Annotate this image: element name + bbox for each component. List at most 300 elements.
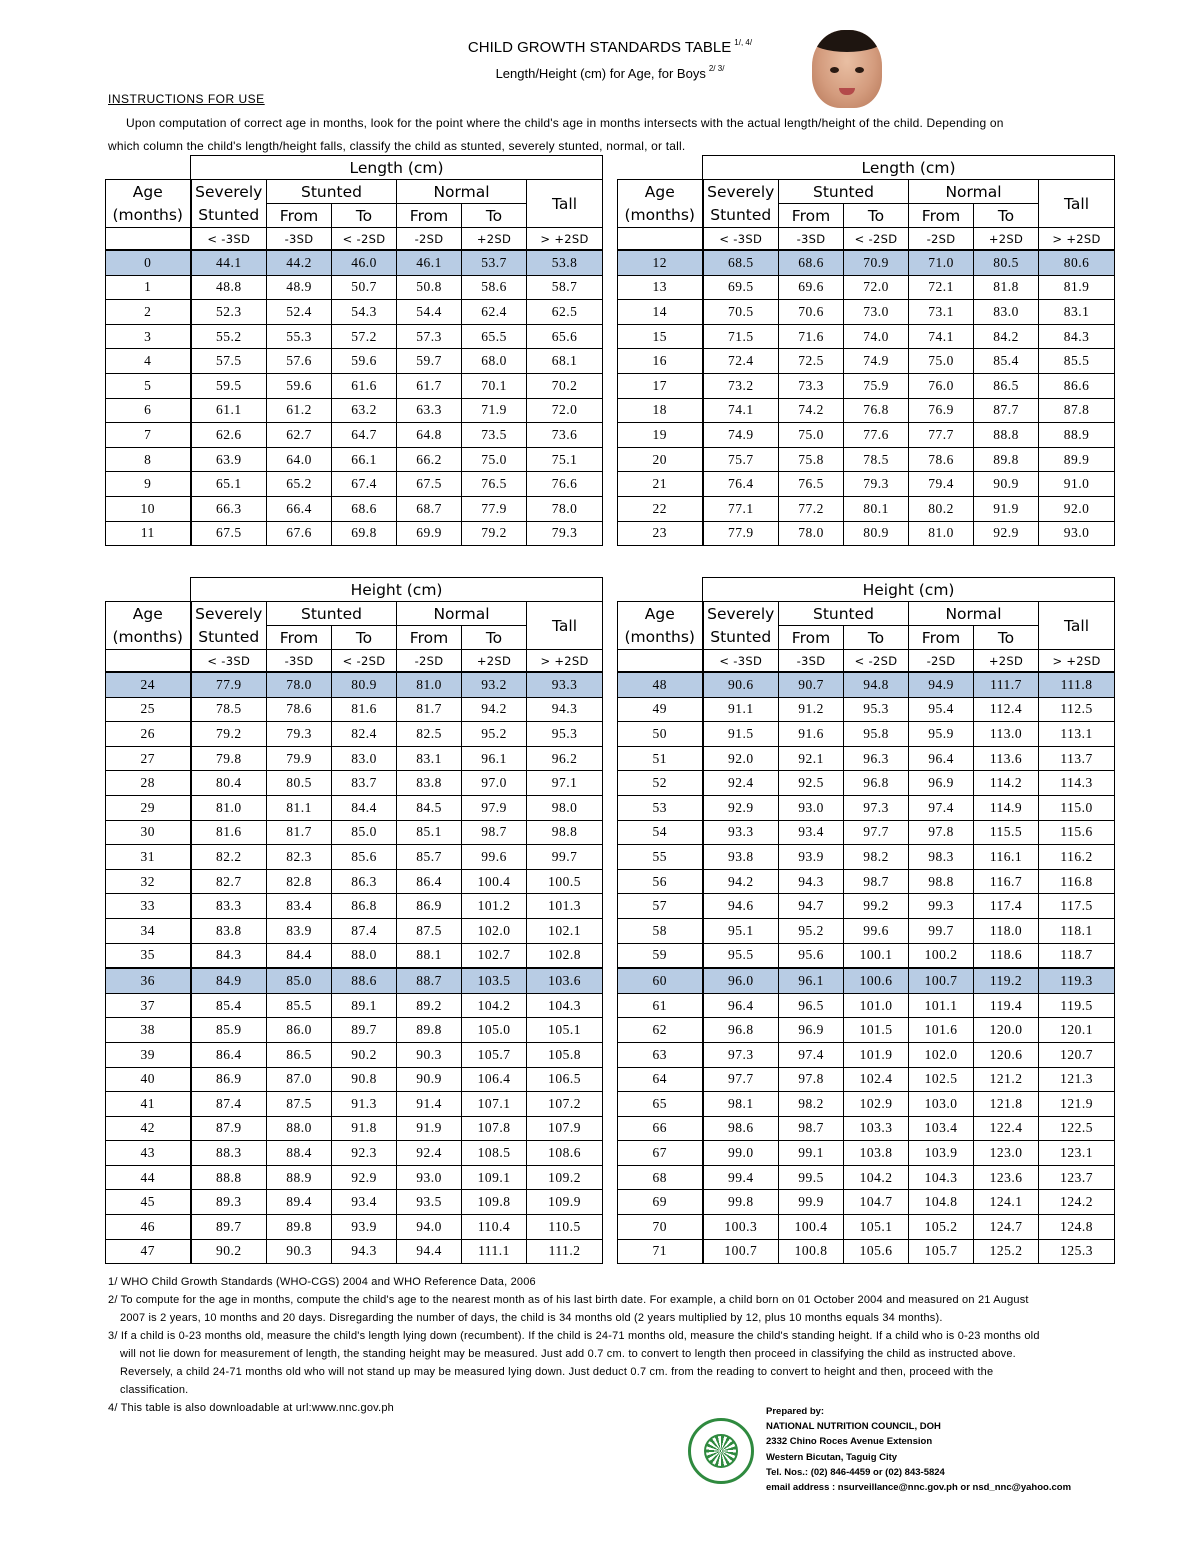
value-cell: 79.2: [191, 722, 267, 747]
value-cell: 89.2: [397, 993, 462, 1018]
value-cell: 99.7: [909, 918, 974, 943]
value-cell: 104.2: [844, 1165, 909, 1190]
value-cell: 111.7: [974, 672, 1039, 697]
value-cell: 85.4: [191, 993, 267, 1018]
value-cell: 116.1: [974, 845, 1039, 870]
to-header: To: [332, 626, 397, 650]
age-cell: 71: [618, 1239, 703, 1264]
from-header: From: [397, 626, 462, 650]
age-cell: 22: [618, 496, 703, 521]
value-cell: 88.6: [332, 968, 397, 993]
value-cell: 58.7: [527, 275, 603, 300]
value-cell: 65.2: [267, 472, 332, 497]
age-cell: 60: [618, 968, 703, 993]
table-row: [106, 373, 603, 398]
value-cell: 97.4: [779, 1042, 844, 1067]
value-cell: 53.7: [462, 250, 527, 275]
value-cell: 104.8: [909, 1190, 974, 1215]
sd-header: +2SD: [974, 650, 1039, 673]
value-cell: 95.3: [527, 722, 603, 747]
value-cell: 119.3: [1039, 968, 1115, 993]
growth-table: [617, 577, 1115, 1264]
prepared-tel: Tel. Nos.: (02) 846-4459 or (02) 843-5824: [766, 1466, 945, 1478]
age-cell: 59: [618, 943, 703, 968]
months-header: (months): [106, 204, 191, 228]
value-cell: 79.8: [191, 746, 267, 771]
table-row: [618, 1165, 1115, 1190]
sd-header: -2SD: [909, 650, 974, 673]
value-cell: 83.3: [191, 894, 267, 919]
table-row: [618, 1042, 1115, 1067]
value-cell: 77.1: [703, 496, 779, 521]
value-cell: 53.8: [527, 250, 603, 275]
value-cell: 57.5: [191, 349, 267, 374]
table-row: [618, 672, 1115, 697]
value-cell: 80.5: [974, 250, 1039, 275]
age-cell: 11: [106, 521, 191, 546]
value-cell: 112.5: [1039, 697, 1115, 722]
age-cell: 42: [106, 1116, 191, 1141]
sd-header: -3SD: [267, 650, 332, 673]
value-cell: 95.2: [462, 722, 527, 747]
value-cell: 101.5: [844, 1018, 909, 1043]
value-cell: 62.4: [462, 300, 527, 325]
value-cell: 85.5: [267, 993, 332, 1018]
table-row: [618, 894, 1115, 919]
value-cell: 95.2: [779, 918, 844, 943]
age-cell: 26: [106, 722, 191, 747]
age-cell: 0: [106, 250, 191, 275]
value-cell: 63.2: [332, 398, 397, 423]
value-cell: 110.5: [527, 1215, 603, 1240]
age-cell: 12: [618, 250, 703, 275]
blank-cell: [618, 228, 703, 251]
age-cell: 13: [618, 275, 703, 300]
age-cell: 34: [106, 918, 191, 943]
value-cell: 102.0: [462, 918, 527, 943]
value-cell: 92.0: [703, 746, 779, 771]
value-cell: 76.4: [703, 472, 779, 497]
normal-header: Normal: [397, 602, 527, 626]
value-cell: 70.6: [779, 300, 844, 325]
value-cell: 85.0: [267, 968, 332, 993]
value-cell: 61.6: [332, 373, 397, 398]
value-cell: 81.0: [397, 672, 462, 697]
value-cell: 118.0: [974, 918, 1039, 943]
severely-stunted-header: Stunted: [703, 626, 779, 650]
table-row: [618, 398, 1115, 423]
value-cell: 86.9: [397, 894, 462, 919]
prepared-address2: Western Bicutan, Taguig City: [766, 1451, 898, 1463]
value-cell: 78.6: [909, 447, 974, 472]
sd-header: < -2SD: [332, 228, 397, 251]
value-cell: 124.2: [1039, 1190, 1115, 1215]
baby-photo: [812, 30, 882, 108]
value-cell: 100.4: [462, 869, 527, 894]
age-cell: 62: [618, 1018, 703, 1043]
value-cell: 124.7: [974, 1215, 1039, 1240]
age-cell: 38: [106, 1018, 191, 1043]
value-cell: 97.7: [703, 1067, 779, 1092]
value-cell: 99.5: [779, 1165, 844, 1190]
value-cell: 86.5: [974, 373, 1039, 398]
value-cell: 107.8: [462, 1116, 527, 1141]
value-cell: 54.3: [332, 300, 397, 325]
value-cell: 102.5: [909, 1067, 974, 1092]
value-cell: 77.6: [844, 423, 909, 448]
value-cell: 84.3: [191, 943, 267, 968]
value-cell: 87.5: [267, 1092, 332, 1117]
growth-table: [105, 577, 603, 1264]
value-cell: 93.8: [703, 845, 779, 870]
value-cell: 71.9: [462, 398, 527, 423]
table-row: [618, 722, 1115, 747]
table-row: [106, 771, 603, 796]
value-cell: 105.0: [462, 1018, 527, 1043]
value-cell: 99.8: [703, 1190, 779, 1215]
age-cell: 40: [106, 1067, 191, 1092]
value-cell: 91.5: [703, 722, 779, 747]
sd-header: -3SD: [779, 650, 844, 673]
value-cell: 105.7: [462, 1042, 527, 1067]
table-row: [618, 993, 1115, 1018]
age-cell: 17: [618, 373, 703, 398]
value-cell: 113.7: [1039, 746, 1115, 771]
table-row: [106, 423, 603, 448]
value-cell: 123.0: [974, 1141, 1039, 1166]
age-cell: 24: [106, 672, 191, 697]
value-cell: 94.8: [844, 672, 909, 697]
value-cell: 79.4: [909, 472, 974, 497]
value-cell: 91.9: [974, 496, 1039, 521]
value-cell: 87.0: [267, 1067, 332, 1092]
blank-cell: [106, 228, 191, 251]
stunted-header: Stunted: [779, 602, 909, 626]
age-cell: 30: [106, 820, 191, 845]
value-cell: 100.6: [844, 968, 909, 993]
stunted-header: Stunted: [779, 180, 909, 204]
normal-header: Normal: [397, 180, 527, 204]
value-cell: 95.3: [844, 697, 909, 722]
months-header: (months): [618, 626, 703, 650]
value-cell: 85.5: [1039, 349, 1115, 374]
value-cell: 63.9: [191, 447, 267, 472]
value-cell: 64.0: [267, 447, 332, 472]
age-cell: 65: [618, 1092, 703, 1117]
prepared-email: email address : nsurveillance@nnc.gov.ph or nsd_nnc@yahoo.com: [766, 1482, 1072, 1494]
age-cell: 5: [106, 373, 191, 398]
age-cell: 45: [106, 1190, 191, 1215]
value-cell: 93.3: [527, 672, 603, 697]
value-cell: 96.1: [779, 968, 844, 993]
value-cell: 120.1: [1039, 1018, 1115, 1043]
value-cell: 83.8: [397, 771, 462, 796]
value-cell: 98.1: [703, 1092, 779, 1117]
table-row: [618, 918, 1115, 943]
sd-header: > +2SD: [527, 650, 603, 673]
value-cell: 116.7: [974, 869, 1039, 894]
sd-header: < -2SD: [332, 650, 397, 673]
value-cell: 111.1: [462, 1239, 527, 1264]
value-cell: 82.2: [191, 845, 267, 870]
table-row: [618, 869, 1115, 894]
value-cell: 59.6: [332, 349, 397, 374]
sd-header: -2SD: [397, 228, 462, 251]
value-cell: 78.6: [267, 697, 332, 722]
value-cell: 94.2: [462, 697, 527, 722]
to-header: To: [844, 626, 909, 650]
value-cell: 75.9: [844, 373, 909, 398]
value-cell: 61.7: [397, 373, 462, 398]
value-cell: 94.3: [332, 1239, 397, 1264]
value-cell: 84.3: [1039, 324, 1115, 349]
blank-cell: [106, 156, 191, 180]
value-cell: 90.3: [267, 1239, 332, 1264]
table-row: [106, 398, 603, 423]
value-cell: 85.4: [974, 349, 1039, 374]
to-header: To: [974, 204, 1039, 228]
value-cell: 98.2: [844, 845, 909, 870]
stunted-header: Stunted: [267, 602, 397, 626]
sd-header: < -3SD: [703, 228, 779, 251]
value-cell: 79.3: [844, 472, 909, 497]
value-cell: 73.5: [462, 423, 527, 448]
value-cell: 62.5: [527, 300, 603, 325]
value-cell: 63.3: [397, 398, 462, 423]
value-cell: 93.0: [1039, 521, 1115, 546]
value-cell: 105.2: [909, 1215, 974, 1240]
age-cell: 19: [618, 423, 703, 448]
months-header: (months): [106, 626, 191, 650]
value-cell: 93.9: [332, 1215, 397, 1240]
value-cell: 80.9: [844, 521, 909, 546]
age-header: Age: [618, 180, 703, 204]
value-cell: 95.5: [703, 943, 779, 968]
age-cell: 56: [618, 869, 703, 894]
sd-header: +2SD: [462, 650, 527, 673]
value-cell: 99.0: [703, 1141, 779, 1166]
value-cell: 119.4: [974, 993, 1039, 1018]
value-cell: 59.7: [397, 349, 462, 374]
age-cell: 47: [106, 1239, 191, 1264]
value-cell: 112.4: [974, 697, 1039, 722]
value-cell: 91.2: [779, 697, 844, 722]
value-cell: 84.4: [267, 943, 332, 968]
value-cell: 94.6: [703, 894, 779, 919]
value-cell: 68.1: [527, 349, 603, 374]
age-cell: 28: [106, 771, 191, 796]
value-cell: 86.4: [397, 869, 462, 894]
value-cell: 71.5: [703, 324, 779, 349]
age-cell: 57: [618, 894, 703, 919]
value-cell: 88.7: [397, 968, 462, 993]
value-cell: 102.0: [909, 1042, 974, 1067]
table-row: [106, 795, 603, 820]
value-cell: 89.7: [191, 1215, 267, 1240]
growth-table: [105, 155, 603, 546]
value-cell: 88.0: [267, 1116, 332, 1141]
value-cell: 74.0: [844, 324, 909, 349]
footnotes: [108, 1273, 1048, 1417]
value-cell: 107.1: [462, 1092, 527, 1117]
value-cell: 90.9: [397, 1067, 462, 1092]
sd-header: > +2SD: [1039, 228, 1115, 251]
value-cell: 105.1: [844, 1215, 909, 1240]
value-cell: 62.7: [267, 423, 332, 448]
value-cell: 99.4: [703, 1165, 779, 1190]
value-cell: 109.1: [462, 1165, 527, 1190]
age-cell: 4: [106, 349, 191, 374]
value-cell: 76.9: [909, 398, 974, 423]
value-cell: 78.5: [844, 447, 909, 472]
value-cell: 100.8: [779, 1239, 844, 1264]
value-cell: 69.6: [779, 275, 844, 300]
age-cell: 14: [618, 300, 703, 325]
value-cell: 96.8: [844, 771, 909, 796]
value-cell: 107.2: [527, 1092, 603, 1117]
table-row: [106, 1239, 603, 1264]
value-cell: 96.1: [462, 746, 527, 771]
value-cell: 101.9: [844, 1042, 909, 1067]
value-cell: 108.6: [527, 1141, 603, 1166]
value-cell: 89.9: [1039, 447, 1115, 472]
sd-header: +2SD: [974, 228, 1039, 251]
table-row: [106, 918, 603, 943]
value-cell: 108.5: [462, 1141, 527, 1166]
value-cell: 93.5: [397, 1190, 462, 1215]
table-row: [106, 845, 603, 870]
age-cell: 43: [106, 1141, 191, 1166]
value-cell: 73.3: [779, 373, 844, 398]
value-cell: 72.5: [779, 349, 844, 374]
table-row: [106, 894, 603, 919]
value-cell: 89.8: [397, 1018, 462, 1043]
value-cell: 100.1: [844, 943, 909, 968]
instructions-text: Upon computation of correct age in months, look for the point where the child's age in months intersects with the actual length/height of the child. Depending on which column the child's length/height falls, classify the child as stunted, severely stunted, normal, or tall.: [108, 116, 1004, 153]
age-cell: 2: [106, 300, 191, 325]
value-cell: 81.6: [191, 820, 267, 845]
tall-header: Tall: [1039, 602, 1115, 650]
age-cell: 69: [618, 1190, 703, 1215]
value-cell: 73.2: [703, 373, 779, 398]
value-cell: 64.8: [397, 423, 462, 448]
sd-header: -3SD: [779, 228, 844, 251]
value-cell: 120.7: [1039, 1042, 1115, 1067]
value-cell: 102.1: [527, 918, 603, 943]
age-cell: 35: [106, 943, 191, 968]
table-row: [106, 472, 603, 497]
age-cell: 41: [106, 1092, 191, 1117]
value-cell: 48.8: [191, 275, 267, 300]
value-cell: 97.8: [779, 1067, 844, 1092]
table-row: [618, 349, 1115, 374]
value-cell: 86.0: [267, 1018, 332, 1043]
value-cell: 100.2: [909, 943, 974, 968]
value-cell: 87.5: [397, 918, 462, 943]
table-row: [106, 521, 603, 546]
value-cell: 78.5: [191, 697, 267, 722]
value-cell: 81.8: [974, 275, 1039, 300]
instructions-heading: INSTRUCTIONS FOR USE: [108, 92, 265, 106]
page-subtitle: Length/Height (cm) for Age, for Boys $^{2/ 3/}$: [495, 64, 725, 81]
value-cell: 66.4: [267, 496, 332, 521]
value-cell: 87.4: [191, 1092, 267, 1117]
value-cell: 97.8: [909, 820, 974, 845]
value-cell: 73.6: [527, 423, 603, 448]
value-cell: 98.7: [462, 820, 527, 845]
value-cell: 67.5: [191, 521, 267, 546]
value-cell: 98.8: [527, 820, 603, 845]
value-cell: 125.3: [1039, 1239, 1115, 1264]
value-cell: 46.0: [332, 250, 397, 275]
value-cell: 87.9: [191, 1116, 267, 1141]
value-cell: 120.0: [974, 1018, 1039, 1043]
value-cell: 75.0: [462, 447, 527, 472]
value-cell: 66.3: [191, 496, 267, 521]
value-cell: 91.0: [1039, 472, 1115, 497]
value-cell: 96.4: [909, 746, 974, 771]
value-cell: 76.5: [462, 472, 527, 497]
value-cell: 77.9: [191, 672, 267, 697]
age-cell: 48: [618, 672, 703, 697]
age-cell: 33: [106, 894, 191, 919]
table-row: [618, 1116, 1115, 1141]
prepared-label: Prepared by:: [766, 1406, 825, 1417]
value-cell: 83.8: [191, 918, 267, 943]
value-cell: 109.9: [527, 1190, 603, 1215]
value-cell: 46.1: [397, 250, 462, 275]
value-cell: 79.9: [267, 746, 332, 771]
value-cell: 98.2: [779, 1092, 844, 1117]
table-row: [106, 349, 603, 374]
nnc-seal-icon: [688, 1418, 754, 1484]
value-cell: 96.9: [779, 1018, 844, 1043]
value-cell: 90.6: [703, 672, 779, 697]
normal-header: Normal: [909, 602, 1039, 626]
value-cell: 94.3: [527, 697, 603, 722]
value-cell: 89.3: [191, 1190, 267, 1215]
value-cell: 113.6: [974, 746, 1039, 771]
table-row: [618, 845, 1115, 870]
table-row: [618, 423, 1115, 448]
value-cell: 85.6: [332, 845, 397, 870]
table-row: [618, 1239, 1115, 1264]
value-cell: 98.8: [909, 869, 974, 894]
footnote: 4/ This table is also downloadable at url:www.nnc.gov.ph: [108, 1402, 394, 1414]
table-row: [618, 697, 1115, 722]
value-cell: 121.3: [1039, 1067, 1115, 1092]
value-cell: 85.9: [191, 1018, 267, 1043]
value-cell: 124.8: [1039, 1215, 1115, 1240]
value-cell: 101.6: [909, 1018, 974, 1043]
age-cell: 29: [106, 795, 191, 820]
age-cell: 3: [106, 324, 191, 349]
value-cell: 95.1: [703, 918, 779, 943]
value-cell: 99.7: [527, 845, 603, 870]
value-cell: 99.6: [462, 845, 527, 870]
value-cell: 70.5: [703, 300, 779, 325]
value-cell: 95.9: [909, 722, 974, 747]
value-cell: 68.6: [779, 250, 844, 275]
value-cell: 102.8: [527, 943, 603, 968]
value-cell: 122.5: [1039, 1116, 1115, 1141]
value-cell: 65.6: [527, 324, 603, 349]
value-cell: 91.3: [332, 1092, 397, 1117]
table-row: [618, 1092, 1115, 1117]
value-cell: 96.4: [703, 993, 779, 1018]
value-cell: 83.4: [267, 894, 332, 919]
to-header: To: [332, 204, 397, 228]
